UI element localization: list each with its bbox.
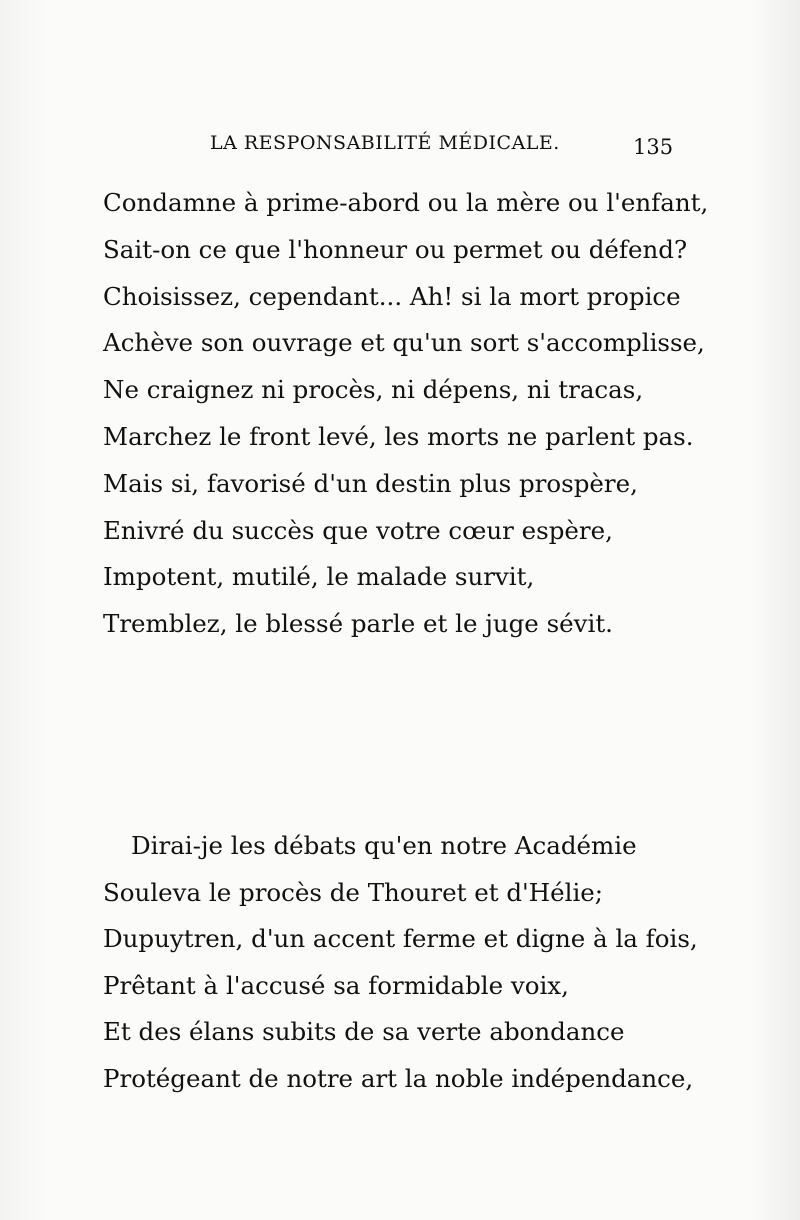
page-number: 135 bbox=[633, 135, 674, 159]
verse-line: Condamne à prime-abord ou la mère ou l'enfant, bbox=[103, 188, 709, 217]
verse-line: Dupuytren, d'un accent ferme et digne à la fois, bbox=[103, 924, 698, 954]
verse-line: Et des élans subits de sa verte abondance bbox=[103, 1017, 625, 1047]
verse-line: Marchez le front levé, les morts ne parlent pas. bbox=[103, 421, 694, 451]
verse-line: Tremblez, le blessé parle et le juge sévit. bbox=[103, 609, 613, 639]
verse-line: Impotent, mutilé, le malade survit, bbox=[103, 562, 535, 592]
stanza-2 bbox=[103, 827, 698, 1107]
verse-line: Prêtant à l'accusé sa formidable voix, bbox=[103, 970, 569, 1000]
running-title: LA RESPONSABILITÉ MÉDICALE. bbox=[210, 132, 560, 154]
verse-line: Enivré du succès que votre cœur espère, bbox=[103, 515, 613, 545]
verse-line: Choisissez, cependant... Ah! si la mort propice bbox=[103, 281, 681, 311]
verse-line: Achève son ouvrage et qu'un sort s'accomplisse, bbox=[103, 328, 705, 358]
stanza-1 bbox=[103, 184, 708, 652]
verse-line: Ne craignez ni procès, ni dépens, ni tracas, bbox=[103, 375, 644, 405]
verse-line: Souleva le procès de Thouret et d'Hélie; bbox=[103, 877, 604, 907]
verse-line: Protégeant de notre art la noble indépendance, bbox=[103, 1063, 694, 1093]
verse-line: Mais si, favorisé d'un destin plus prospère, bbox=[103, 468, 638, 498]
verse-line: Dirai-je les débats qu'en notre Académie bbox=[131, 831, 637, 860]
verse-line: Sait-on ce que l'honneur ou permet ou défend? bbox=[103, 234, 688, 264]
